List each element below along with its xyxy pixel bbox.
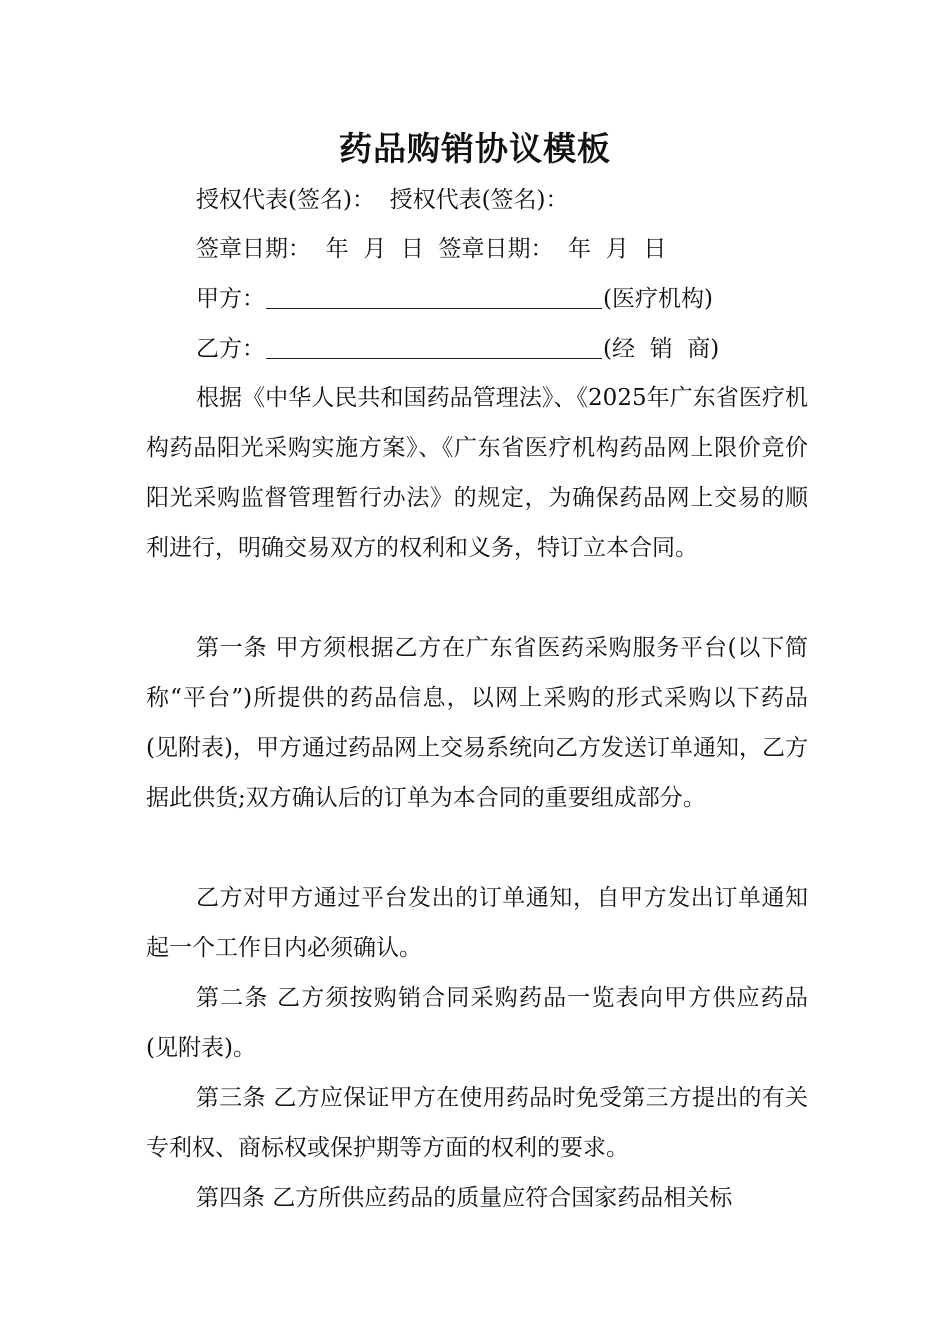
paragraph-article-2: 第二条 乙方须按购销合同采购药品一览表向甲方供应药品(见附表)。 xyxy=(146,985,808,1061)
paragraph-article-3: 第三条 乙方应保证甲方在使用药品时免受第三方提出的有关专利权、商标权或保护期等方面的权利的要求。 xyxy=(146,1085,808,1161)
party-a-label: 甲方： xyxy=(196,286,265,312)
party-b-label: 乙方： xyxy=(196,336,265,362)
party-b-line xyxy=(196,329,719,369)
paragraph-article-4: 第四条 乙方所供应药品的质量应符合国家药品相关标 xyxy=(196,1185,733,1211)
party-a-line xyxy=(196,279,713,319)
document-title: 药品购销协议模板 xyxy=(339,129,611,168)
paragraph-article-1: 第一条 甲方须根据乙方在广东省医药采购服务平台(以下简称“平台”)所提供的药品信息，以网上采购的形式采购以下药品(见附表)，甲方通过药品网上交易系统向乙方发送订单通知，乙方据此供货;双方确认后的订单为本合同的重要组成部分。 xyxy=(146,635,808,811)
party-b-blank[interactable] xyxy=(266,334,602,359)
party-a-blank[interactable] xyxy=(266,284,602,309)
paragraph-preamble: 根据《中华人民共和国药品管理法》、《2025年广东省医疗机构药品阳光采购实施方案》、《广东省医疗机构药品网上限价竞价阳光采购监督管理暂行办法》的规定，为确保药品网上交易的顺利进行，明确交易双方的权利和义务，特订立本合同。 xyxy=(146,385,808,561)
party-b-suffix: (经 销 商) xyxy=(603,336,720,362)
party-a-suffix: (医疗机构) xyxy=(603,286,713,312)
signature-line: 授权代表(签名)： 授权代表(签名)： xyxy=(196,187,569,213)
seal-date-line: 签章日期： 年 月 日 签章日期： 年 月 日 xyxy=(196,236,667,262)
paragraph-order-confirmation: 乙方对甲方通过平台发出的订单通知，自甲方发出订单通知起一个工作日内必须确认。 xyxy=(146,885,808,961)
